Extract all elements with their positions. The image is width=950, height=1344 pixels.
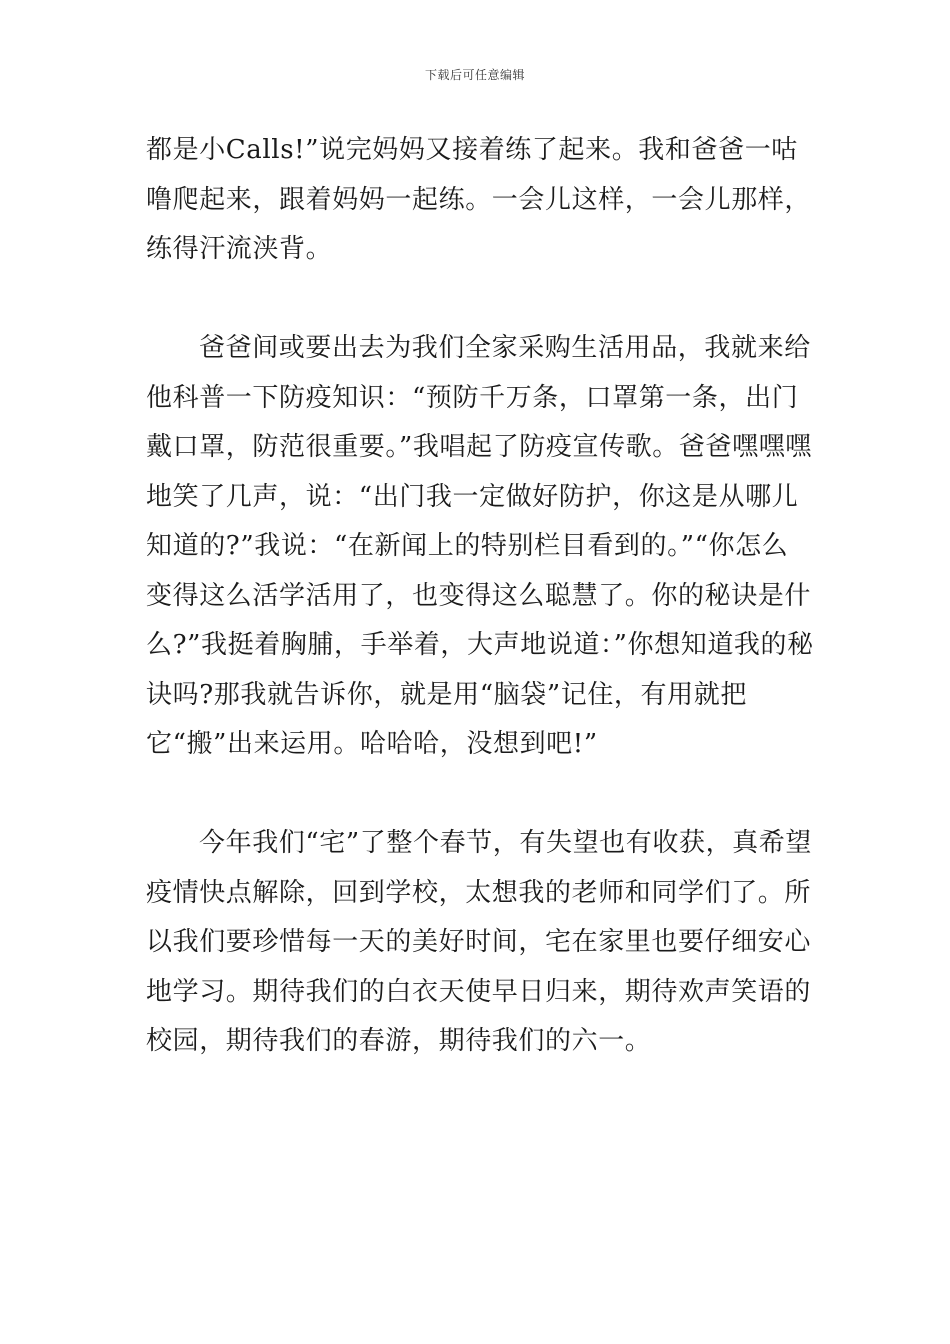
document-body — [146, 126, 814, 1067]
page-header: 下载后可任意编辑 — [424, 68, 525, 82]
paragraph-gap — [146, 770, 814, 820]
paragraph-3: 今年我们“宅”了整个春节，有失望也有收获，真希望疫情快点解除，回到学校，太想我的老师和同学们了。所以我们要珍惜每一天的美好时间，宅在家里也要仔细安心地学习。期待我们的白衣天使早日归来，期待欢声笑语的校园，期待我们的春游，期待我们的六一。 — [146, 828, 812, 1056]
paragraph-gap — [146, 275, 814, 325]
paragraph-1: 都是小Calls!”说完妈妈又接着练了起来。我和爸爸一咕噜爬起来，跟着妈妈一起练。一会儿这样，一会儿那样，练得汗流浃背。 — [146, 135, 812, 264]
paragraph-2: 爸爸间或要出去为我们全家采购生活用品，我就来给他科普一下防疫知识：“预防千万条，口罩第一条，出门戴口罩，防范很重要。”我唱起了防疫宣传歌。爸爸嘿嘿嘿地笑了几声，说：“出门我一定做好防护，你这是从哪儿知道的?”我说：“在新闻上的特别栏目看到的。”“你怎么变得这么活学活用了，也变得这么聪慧了。你的秘诀是什么?”我挺着胸脯，手举着，大声地说道：”你想知道我的秘诀吗?那我就告诉你，就是用“脑袋”记住，有用就把它“搬”出来运用。哈哈哈，没想到吧!” — [146, 333, 814, 759]
